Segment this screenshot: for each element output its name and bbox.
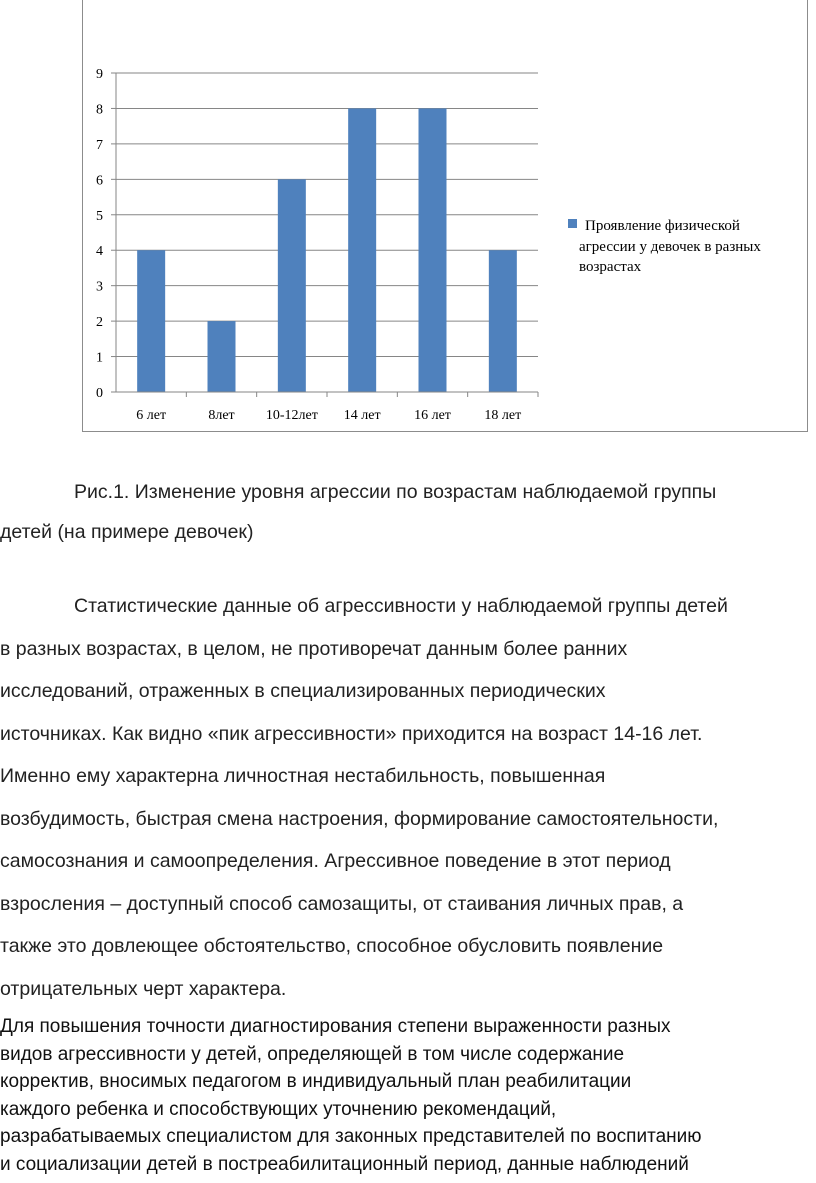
y-tick-label: 9 — [96, 67, 103, 82]
bar-chart — [83, 0, 809, 432]
legend — [568, 218, 761, 275]
x-tick-label: 10-12лет — [265, 408, 318, 423]
x-axis-ticks — [136, 408, 521, 423]
y-tick-label: 6 — [96, 173, 103, 189]
paragraph-line: взросления – доступный способ самозащиты, от стаивания личных прав, а — [0, 892, 684, 915]
paragraph-line: каждого ребенка и способствующих уточнению рекомендаций, — [0, 1098, 557, 1120]
chart-container — [82, 0, 808, 432]
paragraph-line: отрицательных черт характера. — [0, 977, 287, 1000]
paragraph-statistics — [0, 585, 816, 1010]
legend-line-3: возрастах — [579, 259, 642, 275]
paragraph-line: Для повышения точности диагностирования степени выраженности разных — [0, 1016, 671, 1037]
x-tick-label: 16 лет — [414, 408, 451, 423]
x-tick-label: 6 лет — [136, 408, 167, 423]
grid-lines — [111, 73, 538, 397]
figure-caption — [0, 472, 816, 552]
paragraph-line: самосознания и самоопределения. Агрессивное поведение в этот период — [0, 850, 671, 872]
paragraph-diagnostics — [0, 1013, 816, 1178]
x-tick-label: 14 лет — [343, 408, 381, 423]
y-tick-label: 5 — [96, 208, 103, 224]
paragraph-line: Статистические данные об агрессивности у наблюдаемой группы детей — [74, 595, 728, 617]
bar — [489, 250, 517, 392]
paragraph-line: Именно ему характерна личностная нестабильность, повышенная — [0, 765, 606, 787]
bar — [348, 108, 376, 392]
legend-line-1: Проявление физической — [585, 218, 740, 234]
caption-line: детей (на примере девочек) — [0, 521, 254, 543]
x-tick-label: 8лет — [208, 408, 235, 423]
x-tick-label: 18 лет — [484, 408, 522, 423]
y-tick-label: 2 — [96, 315, 103, 331]
legend-line-2: агрессии у девочек в разных — [579, 239, 761, 255]
paragraph-line: разрабатываемых специалистом для законных представителей по воспитанию — [0, 1126, 702, 1147]
paragraph-line: и социализации детей в постреабилитационный период, данные наблюдений — [0, 1153, 689, 1175]
legend-swatch — [568, 219, 577, 228]
bar — [278, 179, 306, 392]
bar — [137, 250, 165, 392]
paragraph-line: корректив, вносимых педагогом в индивидуальный план реабилитации — [0, 1071, 632, 1092]
paragraph-line: исследований, отраженных в специализированных периодических — [0, 680, 606, 702]
paragraph-line: видов агрессивности у детей, определяющей в том числе содержание — [0, 1043, 625, 1065]
paragraph-line: в разных возрастах, в целом, не противоречат данным более ранних — [0, 637, 628, 660]
y-axis-ticks — [96, 67, 103, 401]
caption-line: Рис.1. Изменение уровня агрессии по возрастам наблюдаемой группы — [74, 481, 717, 503]
y-tick-label: 4 — [96, 244, 103, 260]
y-tick-label: 3 — [96, 279, 103, 295]
bar — [208, 321, 236, 392]
y-tick-label: 7 — [96, 137, 103, 153]
paragraph-line: также это довлеющее обстоятельство, способное обусловить появление — [0, 935, 664, 957]
y-tick-label: 8 — [96, 102, 103, 118]
bar — [419, 108, 447, 392]
y-tick-label: 0 — [96, 386, 103, 401]
y-tick-label: 1 — [96, 350, 103, 366]
paragraph-line: возбудимость, быстрая смена настроения, формирование самостоятельности, — [0, 807, 719, 830]
paragraph-line: источниках. Как видно «пик агрессивности» приходится на возраст 14-16 лет. — [0, 722, 703, 745]
